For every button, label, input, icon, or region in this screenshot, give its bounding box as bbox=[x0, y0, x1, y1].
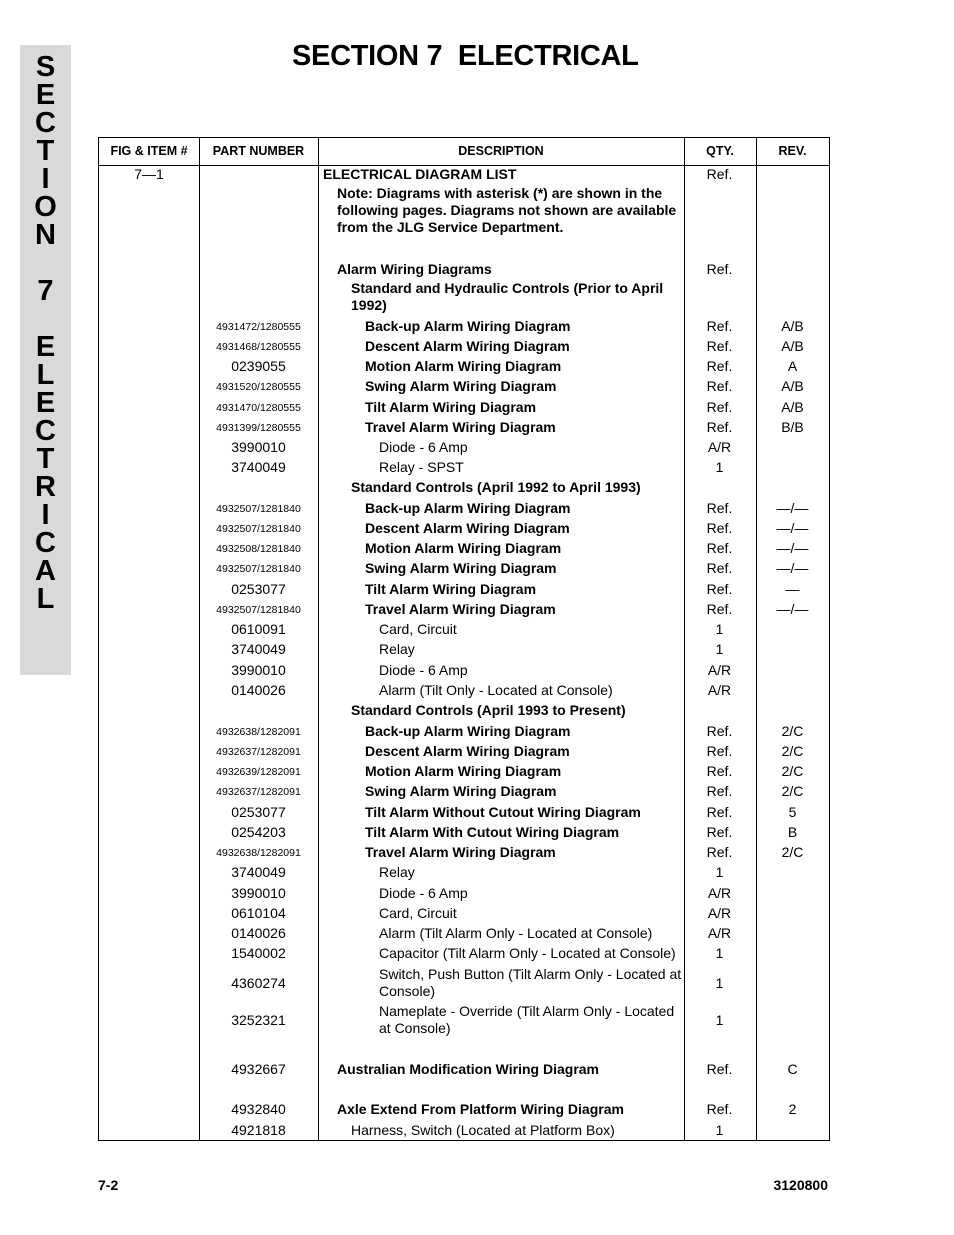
side-tab-letter: I bbox=[41, 499, 50, 531]
parts-table bbox=[98, 137, 830, 1141]
header-description: DESCRIPTION bbox=[458, 144, 544, 158]
column-divider bbox=[756, 138, 757, 1140]
description-cell: Axle Extend From Platform Wiring Diagram bbox=[337, 1101, 624, 1117]
description-cell: Relay bbox=[379, 864, 415, 880]
rev-cell: — bbox=[785, 581, 800, 597]
rev-cell: A/B bbox=[781, 399, 804, 415]
qty-cell: Ref. bbox=[706, 601, 733, 617]
qty-cell: Ref. bbox=[706, 1061, 733, 1077]
description-cell: Diode - 6 Amp bbox=[379, 662, 468, 678]
side-tab-letter: E bbox=[35, 79, 56, 111]
side-tab-letters bbox=[20, 53, 71, 613]
part-number-cell: 3740049 bbox=[231, 864, 286, 880]
fig-item-cell: 7—1 bbox=[134, 166, 164, 182]
part-number-cell: 0610091 bbox=[231, 621, 286, 637]
part-number-cell: 4931470/1280555 bbox=[216, 402, 301, 414]
description-cell: Australian Modification Wiring Diagram bbox=[337, 1061, 600, 1077]
description-cell: Descent Alarm Wiring Diagram bbox=[365, 338, 570, 354]
side-tab-letter: A bbox=[35, 555, 56, 587]
part-number-cell: 0254203 bbox=[231, 824, 286, 840]
description-cell: Card, Circuit bbox=[379, 621, 457, 637]
description-cell: Standard Controls (April 1993 to Present) bbox=[351, 702, 626, 718]
qty-cell: A/R bbox=[707, 925, 732, 941]
qty-cell: Ref. bbox=[706, 804, 733, 820]
side-tab-letter: R bbox=[35, 471, 56, 503]
qty-cell: Ref. bbox=[706, 824, 733, 840]
qty-cell: Ref. bbox=[706, 723, 733, 739]
header-part-number: PART NUMBER bbox=[212, 144, 305, 158]
rev-cell: 2/C bbox=[781, 783, 804, 799]
qty-cell: A/R bbox=[707, 885, 732, 901]
part-number-cell: 0610104 bbox=[231, 905, 286, 921]
description-cell: Tilt Alarm Wiring Diagram bbox=[365, 581, 537, 597]
qty-cell: Ref. bbox=[706, 358, 733, 374]
qty-cell: A/R bbox=[707, 439, 732, 455]
description-cell: Switch, Push Button (Tilt Alarm Only - Located at Console) bbox=[379, 966, 682, 999]
part-number-cell: 4932639/1282091 bbox=[216, 766, 301, 778]
section-side-tab bbox=[20, 45, 71, 675]
header-fig-item: FIG & ITEM # bbox=[110, 144, 188, 158]
description-cell: Travel Alarm Wiring Diagram bbox=[365, 844, 556, 860]
rev-cell: 2/C bbox=[781, 844, 804, 860]
description-cell: Descent Alarm Wiring Diagram bbox=[365, 743, 570, 759]
qty-cell: Ref. bbox=[706, 378, 733, 394]
side-tab-letter: C bbox=[35, 527, 56, 559]
side-tab-letter: S bbox=[35, 51, 56, 83]
description-cell: Descent Alarm Wiring Diagram bbox=[365, 520, 570, 536]
qty-cell: Ref. bbox=[706, 844, 733, 860]
part-number-cell: 3252321 bbox=[231, 1012, 286, 1028]
qty-cell: 1 bbox=[715, 459, 724, 475]
description-cell: Harness, Switch (Located at Platform Box) bbox=[351, 1122, 615, 1138]
part-number-cell: 3740049 bbox=[231, 459, 286, 475]
part-number-cell: 0140026 bbox=[231, 682, 286, 698]
qty-cell: Ref. bbox=[706, 520, 733, 536]
side-tab-letter: T bbox=[36, 135, 55, 167]
qty-cell: 1 bbox=[715, 1122, 724, 1138]
rev-cell: —/— bbox=[776, 540, 809, 556]
description-cell: Back-up Alarm Wiring Diagram bbox=[365, 500, 571, 516]
qty-cell: 1 bbox=[715, 621, 724, 637]
side-tab-letter: C bbox=[35, 415, 56, 447]
rev-cell: 2/C bbox=[781, 723, 804, 739]
qty-cell: 1 bbox=[715, 975, 724, 991]
qty-cell: A/R bbox=[707, 905, 732, 921]
rev-cell: A/B bbox=[781, 378, 804, 394]
part-number-cell: 4921818 bbox=[231, 1122, 286, 1138]
qty-cell: Ref. bbox=[706, 500, 733, 516]
header-qty: QTY. bbox=[706, 144, 734, 158]
qty-cell: A/R bbox=[707, 682, 732, 698]
rev-cell: 2/C bbox=[781, 743, 804, 759]
qty-cell: 1 bbox=[715, 945, 724, 961]
qty-cell: Ref. bbox=[706, 763, 733, 779]
description-cell: Note: Diagrams with asterisk (*) are shown in the following pages. Diagrams not shown are available from the JLG Service Department. bbox=[337, 185, 677, 235]
rev-cell: —/— bbox=[776, 560, 809, 576]
rev-cell: 2 bbox=[788, 1101, 797, 1117]
part-number-cell: 3990010 bbox=[231, 662, 286, 678]
rev-cell: 2/C bbox=[781, 763, 804, 779]
part-number-cell: 3990010 bbox=[231, 885, 286, 901]
part-number-cell: 4931520/1280555 bbox=[216, 381, 301, 393]
description-cell: Motion Alarm Wiring Diagram bbox=[365, 763, 562, 779]
part-number-cell: 4932507/1281840 bbox=[216, 604, 301, 616]
part-number-cell: 0239055 bbox=[231, 358, 286, 374]
rev-cell: B bbox=[787, 824, 798, 840]
page-title: SECTION 7 ELECTRICAL bbox=[292, 40, 639, 72]
qty-cell: Ref. bbox=[706, 560, 733, 576]
description-cell: Standard Controls (April 1992 to April 1993) bbox=[351, 479, 641, 495]
side-tab-letter: N bbox=[35, 219, 56, 251]
rev-cell: —/— bbox=[776, 520, 809, 536]
description-cell: Motion Alarm Wiring Diagram bbox=[365, 540, 562, 556]
rev-cell: A bbox=[787, 358, 798, 374]
rev-cell: —/— bbox=[776, 500, 809, 516]
part-number-cell: 0253077 bbox=[231, 804, 286, 820]
qty-cell: Ref. bbox=[706, 540, 733, 556]
part-number-cell: 4932507/1281840 bbox=[216, 523, 301, 535]
description-cell: Swing Alarm Wiring Diagram bbox=[365, 378, 557, 394]
description-cell: Diode - 6 Amp bbox=[379, 439, 468, 455]
qty-cell: Ref. bbox=[706, 166, 733, 182]
part-number-cell: 3990010 bbox=[231, 439, 286, 455]
description-cell: Alarm Wiring Diagrams bbox=[337, 261, 492, 277]
description-cell: Motion Alarm Wiring Diagram bbox=[365, 358, 562, 374]
description-cell: Alarm (Tilt Alarm Only - Located at Console) bbox=[379, 925, 653, 941]
document-number: 3120800 bbox=[773, 1177, 828, 1193]
qty-cell: Ref. bbox=[706, 581, 733, 597]
side-tab-letter: T bbox=[36, 443, 55, 475]
description-cell: Standard and Hydraulic Controls (Prior to April 1992) bbox=[351, 280, 664, 313]
description-cell: Card, Circuit bbox=[379, 905, 457, 921]
part-number-cell: 4931468/1280555 bbox=[216, 341, 301, 353]
description-cell: ELECTRICAL DIAGRAM LIST bbox=[323, 166, 517, 182]
description-cell: Tilt Alarm Without Cutout Wiring Diagram bbox=[365, 804, 641, 820]
side-tab-letter bbox=[20, 249, 71, 277]
part-number-cell: 4932638/1282091 bbox=[216, 726, 301, 738]
side-tab-letter: L bbox=[36, 583, 55, 615]
part-number-cell: 1540002 bbox=[231, 945, 286, 961]
description-cell: Back-up Alarm Wiring Diagram bbox=[365, 723, 571, 739]
part-number-cell: 4932508/1281840 bbox=[216, 543, 301, 555]
part-number-cell: 0253077 bbox=[231, 581, 286, 597]
description-cell: Capacitor (Tilt Alarm Only - Located at Console) bbox=[379, 945, 676, 961]
qty-cell: Ref. bbox=[706, 338, 733, 354]
description-cell: Swing Alarm Wiring Diagram bbox=[365, 783, 557, 799]
side-tab-letter: E bbox=[35, 387, 56, 419]
description-cell: Tilt Alarm With Cutout Wiring Diagram bbox=[365, 824, 620, 840]
part-number-cell: 4932840 bbox=[231, 1101, 286, 1117]
qty-cell: A/R bbox=[707, 662, 732, 678]
side-tab-letter: I bbox=[41, 163, 50, 195]
rev-cell: —/— bbox=[776, 601, 809, 617]
qty-cell: Ref. bbox=[706, 1101, 733, 1117]
part-number-cell: 4932507/1281840 bbox=[216, 563, 301, 575]
description-cell: Alarm (Tilt Only - Located at Console) bbox=[379, 682, 613, 698]
qty-cell: Ref. bbox=[706, 318, 733, 334]
rev-cell: C bbox=[787, 1061, 798, 1077]
part-number-cell: 0140026 bbox=[231, 925, 286, 941]
side-tab-letter: O bbox=[34, 191, 57, 223]
description-cell: Nameplate - Override (Tilt Alarm Only - Located at Console) bbox=[379, 1003, 675, 1036]
side-tab-letter: C bbox=[35, 107, 56, 139]
part-number-cell: 4931472/1280555 bbox=[216, 321, 301, 333]
description-cell: Relay - SPST bbox=[379, 459, 464, 475]
qty-cell: Ref. bbox=[706, 419, 733, 435]
qty-cell: Ref. bbox=[706, 399, 733, 415]
qty-cell: Ref. bbox=[706, 261, 733, 277]
rev-cell: B/B bbox=[781, 419, 804, 435]
side-tab-letter: 7 bbox=[37, 275, 54, 307]
side-tab-letter: E bbox=[35, 331, 56, 363]
description-cell: Travel Alarm Wiring Diagram bbox=[365, 601, 556, 617]
column-divider bbox=[318, 138, 319, 1140]
description-cell: Diode - 6 Amp bbox=[379, 885, 468, 901]
qty-cell: Ref. bbox=[706, 743, 733, 759]
page-number: 7-2 bbox=[98, 1177, 119, 1193]
qty-cell: 1 bbox=[715, 641, 724, 657]
rev-cell: 5 bbox=[788, 804, 797, 820]
qty-cell: 1 bbox=[715, 864, 724, 880]
description-cell: Back-up Alarm Wiring Diagram bbox=[365, 318, 571, 334]
description-cell: Travel Alarm Wiring Diagram bbox=[365, 419, 556, 435]
part-number-cell: 4932637/1282091 bbox=[216, 786, 301, 798]
description-cell: Relay bbox=[379, 641, 415, 657]
rev-cell: A/B bbox=[781, 318, 804, 334]
description-cell: Tilt Alarm Wiring Diagram bbox=[365, 399, 537, 415]
part-number-cell: 4931399/1280555 bbox=[216, 422, 301, 434]
rev-cell: A/B bbox=[781, 338, 804, 354]
part-number-cell: 4932637/1282091 bbox=[216, 746, 301, 758]
description-cell: Swing Alarm Wiring Diagram bbox=[365, 560, 557, 576]
side-tab-letter bbox=[20, 305, 71, 333]
header-rev: REV. bbox=[778, 144, 807, 158]
part-number-cell: 4360274 bbox=[231, 975, 286, 991]
part-number-cell: 4932507/1281840 bbox=[216, 503, 301, 515]
side-tab-letter: L bbox=[36, 359, 55, 391]
part-number-cell: 4932638/1282091 bbox=[216, 847, 301, 859]
part-number-cell: 4932667 bbox=[231, 1061, 286, 1077]
qty-cell: 1 bbox=[715, 1012, 724, 1028]
part-number-cell: 3740049 bbox=[231, 641, 286, 657]
qty-cell: Ref. bbox=[706, 783, 733, 799]
